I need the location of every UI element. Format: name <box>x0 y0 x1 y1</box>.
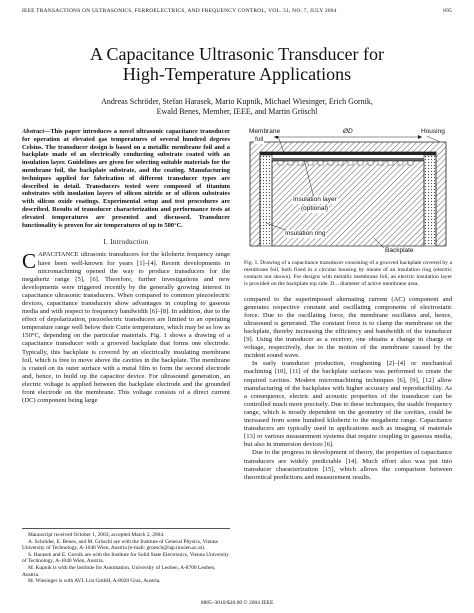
copyright-line: 0885–3010/$20.00 © 2004 IEEE <box>200 600 274 606</box>
label-backplate: Backplate <box>385 247 414 254</box>
label-insulation-layer: Insulation layer <box>293 196 337 203</box>
page-number: 895 <box>443 8 452 14</box>
intro-paragraph <box>22 251 230 405</box>
abstract <box>22 128 230 229</box>
authors-line-1: Andreas Schröder, Stefan Harasek, Mario Kupnik, Michael Wiesinger, Erich Gornik, <box>101 97 373 106</box>
label-optional: (optional) <box>301 205 329 212</box>
abstract-text: —This paper introduces a novel ultrasonic capacitance transducer for operation at elevated gas temperatures of several hundred degrees Celsius. The transducer design is based on a metallic membrane foil and a backplate made of an electrically conducting substrate coated with an insulation layer. Guidelines are given for selecting suitable materials for the membrane foil, the backplate substrate, and the coating. Manufacturing techniques applied for fabrication of different transducer types are described in detail. Transducers tested were composed of titanium substrates with insulation layers of silicon nitride or of silicon substrates with silicon oxide coatings. Experimental setup and test procedures are described. Results of transducer characterization and performance tests at elevated temperatures are presented and discussed. Transducer functionality is proven for air temperatures of up to 500°C. <box>22 128 230 229</box>
footnote-affiliation-1: A. Schröder, E. Benes, and M. Gröschl are with the Institute of General Physics, Vienna University of Technology, A-1040 Wien, Austria (e-mail: groesch@iap.tuwien.ac.at). <box>22 538 218 552</box>
authors-line-2: Ewald Benes, Member, IEEE, and Martin Gröschl <box>156 107 318 116</box>
label-housing: Housing <box>421 128 445 135</box>
footnote-affiliation-3: M. Kupnik is with the Institute for Automation, University of Leoben, A-8700 Leoben, Austria. <box>22 564 216 578</box>
membrane-foil-shape <box>260 152 436 155</box>
right-paragraph-3: Due to the progress in development of theory, the properties of capacitance transducers are widely predictable [14]. Much effort also was put into transducer characterization [15], which allows the comparison between theoretical predictions and measurement results. <box>244 449 452 481</box>
label-foil: foil <box>255 136 264 143</box>
insulation-ring-right-shape <box>424 155 436 246</box>
footnote-affiliation-2: S. Harasek and E. Gornik are with the Institute for Solid State Electronics, Vienna University of Technology, A-1040 Wien, Austria. <box>22 551 229 565</box>
right-column <box>244 128 452 482</box>
right-paragraph-1: compared to the superimposed alternating current (AC) component and generates respective constant and oscillating components of electrostatic force. Due to the oscillating force, the membrane oscillates and, hence, ultrasound is generated. The constant force is to clamp the membrane on the backplate, thereby increasing the efficiency and bandwidth of the transducer [9]. Using the transducer as a receiver, one obtains a change in charge or voltage, respectively, due to the motion of the membrane caused by the incident sound wave. <box>244 295 452 360</box>
label-membrane: Membrane <box>249 128 281 135</box>
author-list <box>0 97 474 117</box>
abstract-lead: Abstract <box>22 128 45 135</box>
section-heading-introduction: I. Introduction <box>103 238 149 247</box>
transducer-drawing <box>244 128 452 258</box>
paper-title <box>0 44 474 84</box>
figure-1 <box>244 128 452 258</box>
title-line-1: A Capacitance Ultrasonic Transducer for <box>90 44 384 64</box>
footnotes <box>22 528 230 585</box>
right-paragraph-2: In early transducer production, roughening [2]–[4] or mechanical machining [10], [11] of the backplate surfaces was performed to create the required cavities. Modern micromachining techniques [6], [9], [12] allow manufacturing of the backplates with higher accuracy and reproducibility. As a consequence, electric and acoustic properties of the transducer can be controlled much more precisely. Due to these techniques, the usable frequency range, which is mostly dependent on the geometry of the cavities, could be increased from some hundred kilohertz to the megahertz range. Capacitance transducers are typically used in applications such as imaging of materials [13] or various measurement systems that require coupling to gaseous media, but also in immersion devices [6]. <box>244 360 452 449</box>
running-header <box>22 8 452 14</box>
title-line-2: High-Temperature Applications <box>122 64 352 84</box>
left-column <box>22 128 230 405</box>
footnote-affiliation-4: M. Wiesinger is with AVL List GmbH, A-8020 Graz, Austria. <box>28 578 161 585</box>
insulation-ring-left-shape <box>260 155 272 246</box>
drop-cap: C <box>22 249 37 274</box>
footnote-manuscript: Manuscript received October 1, 2003; accepted March 2, 2004. <box>28 532 165 538</box>
label-diameter: ØD <box>343 128 353 135</box>
figure-1-caption: Fig. 1. Drawing of a capacitance transducer consisting of a grooved backplate covered by a membrane foil, both fixed in a circular housing by means of an insulation ring (electric contacts not shown). For designs with metallic membrane foil, an electric insulation layer is provided on the backplate top side. D... diameter of active membrane area. <box>244 260 452 287</box>
journal-name: IEEE TRANSACTIONS ON ULTRASONICS, FERROELECTRICS, AND FREQUENCY CONTROL, VOL. 51, NO. 7, JULY 2004 <box>22 8 337 14</box>
intro-text: APACITANCE ultrasonic transducers for the kilohertz frequency range have been well-known for years [1]–[4]. Recent developments in micromachining opened the way to produce transducers for the megahertz range [5], [6]. Therefore, further investigations and new developments were triggered recently by the generally growing interest in capacitance ultrasonic transducers. When compared to common piezoelectric devices, capacitance transducers show advantages in coupling to gaseous media and with respect to frequency bandwidth [6]–[8]. In addition, due to the effect of depolarization, piezoelectric transducers are limited to an operating temperature range well below their Curie temperature, which may be as low as 150°C, depending on the particular materials. Fig. 1 shows a drawing of a capacitance transducer with a grooved backplate that forms one electrode. Typically, this backplate is covered by an electrically insulating membrane foil, which is free to move above the cavities in the backplate. The membrane is coated on its outer surface with a metal film to form the second electrode and, hence, to build up the capacitor device. For ultrasound generation, an electric voltage is applied between the backplate electrode and the grounded front electrode on the membrane. This voltage consists of a direct current (DC) component being large <box>22 251 230 405</box>
label-insulation-ring: Insulation ring <box>285 230 326 237</box>
insulation-layer-shape <box>272 158 424 161</box>
